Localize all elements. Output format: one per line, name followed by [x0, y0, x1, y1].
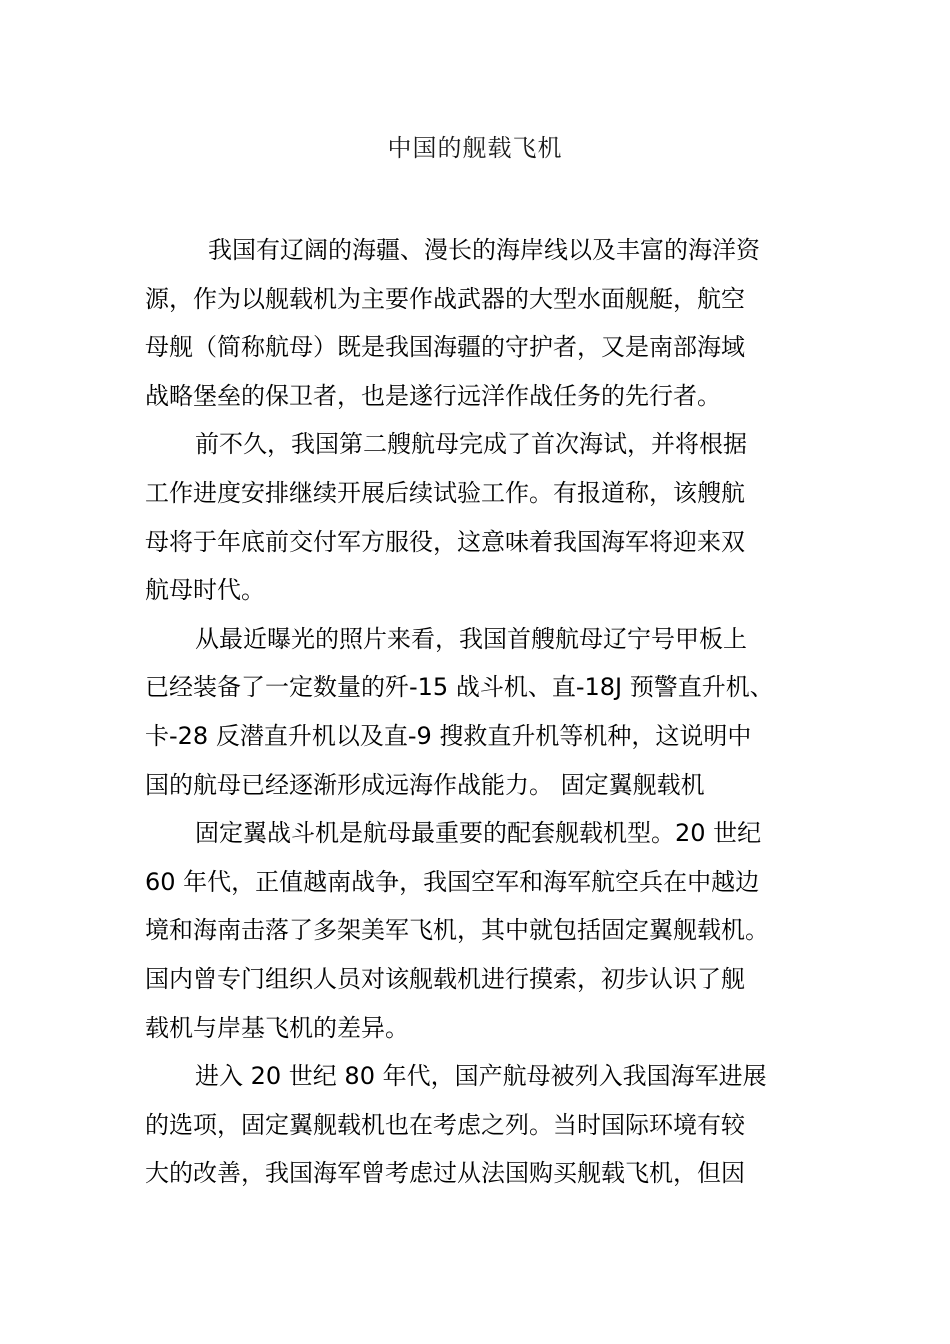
- paragraph-4-line-4: 国内曾专门组织人员对该舰载机进行摸索，初步认识了舰: [145, 964, 745, 993]
- paragraph-1-line-4: 战略堡垒的保卫者，也是遂行远洋作战任务的先行者。: [145, 381, 721, 410]
- paragraph-4-line-3: 境和海南击落了多架美军飞机，其中就包括固定翼舰载机。: [145, 916, 769, 945]
- paragraph-2-line-3: 母将于年底前交付军方服役，这意味着我国海军将迎来双: [145, 527, 745, 556]
- paragraph-3-line-3: 卡-28 反潜直升机以及直-9 搜救直升机等机种，这说明中: [145, 721, 752, 750]
- paragraph-1-line-1: 我国有辽阔的海疆、漫长的海岸线以及丰富的海洋资: [208, 236, 760, 264]
- paragraph-4-line-5: 载机与岸基飞机的差异。: [145, 1013, 409, 1042]
- paragraph-4-line-2: 60 年代，正值越南战争，我国空军和海军航空兵在中越边: [145, 867, 760, 896]
- paragraph-3-line-1: 从最近曝光的照片来看，我国首艘航母辽宁号甲板上: [195, 624, 747, 653]
- paragraph-3-line-4: 国的航母已经逐渐形成远海作战能力。 固定翼舰载机: [145, 770, 705, 799]
- paragraph-2-line-2: 工作进度安排继续开展后续试验工作。有报道称，该艘航: [145, 478, 745, 507]
- paragraph-2-line-1: 前不久，我国第二艘航母完成了首次海试，并将根据: [195, 430, 747, 459]
- paragraph-1-line-3: 母舰（简称航母）既是我国海疆的守护者，又是南部海域: [145, 333, 745, 362]
- document-body: [145, 226, 800, 1198]
- paragraph-1-line-2: 源，作为以舰载机为主要作战武器的大型水面舰艇，航空: [145, 284, 745, 313]
- paragraph-2-line-4: 航母时代。: [145, 576, 265, 605]
- paragraph-5-line-1: 进入 20 世纪 80 年代，国产航母被列入我国海军进展: [195, 1062, 767, 1091]
- paragraph-4-line-1: 固定翼战斗机是航母最重要的配套舰载机型。20 世纪: [195, 819, 762, 848]
- paragraph-5-line-3: 大的改善，我国海军曾考虑过从法国购买舰载飞机，但因: [145, 1159, 745, 1188]
- paragraph-5-line-2: 的选项，固定翼舰载机也在考虑之列。当时国际环境有较: [145, 1110, 745, 1139]
- document-title: 中国的舰载飞机: [387, 134, 563, 162]
- paragraph-3-line-2: 已经装备了一定数量的歼-15 战斗机、直-18J 预警直升机、: [145, 673, 774, 702]
